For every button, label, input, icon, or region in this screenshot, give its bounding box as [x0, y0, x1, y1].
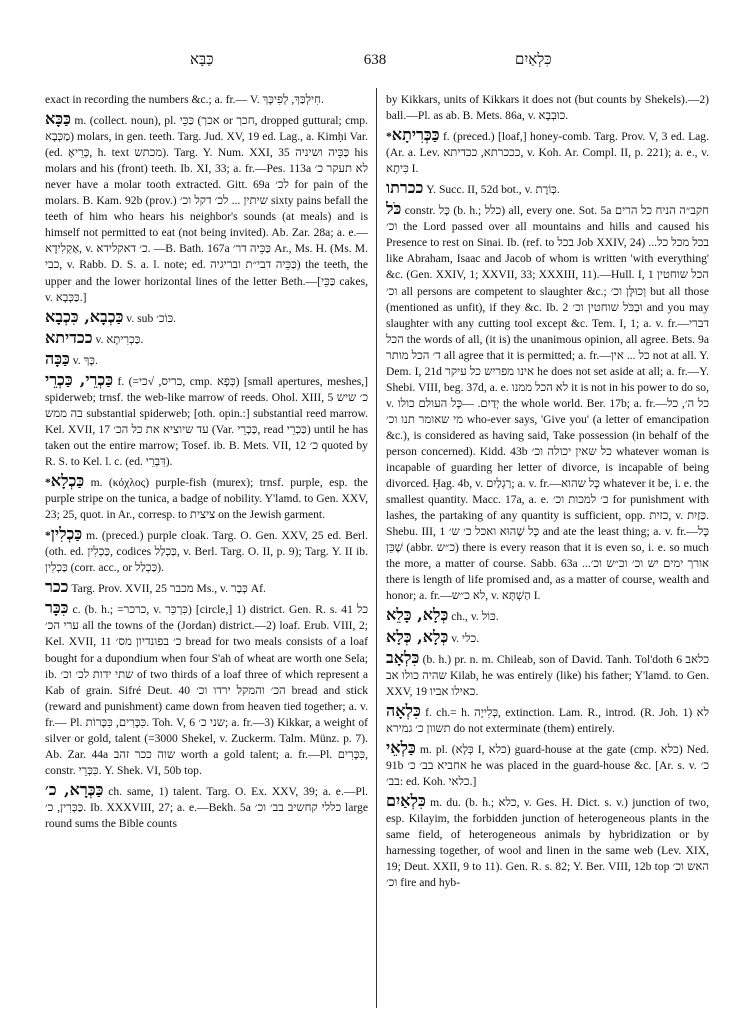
dictionary-entry [386, 127, 709, 177]
running-head-right: כִּלְאַיִם [515, 52, 552, 68]
dictionary-entry [45, 779, 368, 832]
entry-headword: כַּכָּה [45, 348, 70, 368]
entry-definition: m. (κόχλος) purple-fish (murex); trnsf. purple, esp. the purple stripe on the tunica, a badge of nobility. Y'lamd. to Gen. XXV, 23; 25, quot. in Ar., corresp. to ציצית on the Jewish garment. [45, 476, 368, 522]
entry-headword: כַּכָּא [45, 109, 71, 129]
dictionary-entry [45, 327, 368, 348]
entry-headword: כַּכְלָא [50, 471, 85, 491]
dictionary-entry [386, 790, 710, 891]
dictionary-entry [386, 647, 709, 700]
dictionary-entry [386, 626, 709, 647]
entry-definition: m. du. (b. h.; כלא, v. Ges. H. Dict. s. v.) junction of two, esp. Kilayim, the forbidden junction of heterogeneous plants in the same field, of heterogeneous animals by hybridization or by harnessing together, of wool and linen in the same web (Lev. XIX, 19; Deut. XXII, 9 to 11). Gen. R. s. 82; Y. Ber. VIII, 12b top האש וכ׳ וכ׳ fire and hyb- [386, 795, 710, 890]
dictionary-entry [45, 111, 368, 306]
running-head-left: כַּבָּא [190, 52, 214, 68]
entry-headword: כִּלְאָה [386, 700, 421, 720]
column-divider [376, 88, 377, 1008]
dictionary-entry [386, 700, 710, 737]
left-column [45, 92, 368, 832]
entry-definition: m. (collect. noun), pl. כַּכֵּי (אכך or חכך, dropped guttural; cmp. מַכְּבָא) molars, in gen. teeth. Targ. Jud. XV, 19 ed. Lag., a. Kimḥi Var. (ed. כְּרֵיאָ, h. text מכתש). Targ. Y. Num. XXI, 35 כַּכֵּיה ושיניה his molars and his (front) teeth. Ib. XI, 33; a. fr.—Pes. 113a לא תעקר כ׳ never have a molar tooth extracted. Gitt. 69a לכ׳ for pain of the molars. B. Kam. 92b (prov.) שיתין ... לכ׳ דקל וכ׳ sixty pains befall the teeth of him who hears his neighbor's sounds (at meals) and is himself not permitted to eat (not being invited). Ab. Zar. 28a; a. e.—אַקְלִידָא, v. כ׳ דאקלידא. —B. Bath. 167a כַּכֵּיה דר׳ Ar., Ms. H. (Ms. M. כבי, v. Rabb. D. S. a. l. note; ed. כַּכֵּיה דבי״ת ובריגיה) the teeth, the upper and the lower horizontal lines of the letter Beth.—[כַּכֵּי cakes, v. כַּכְּבָא.] [45, 114, 369, 304]
entry-definition: v. כָּךְ. [72, 353, 98, 367]
dictionary-entry [386, 201, 709, 604]
dictionary-entry [45, 473, 368, 523]
entry-definition: ch. same, 1) talent. Targ. O. Ex. XXV, 39; a. e.—Pl. כַּכְּרִין, כ׳. Ib. XXXVIII, 27; a. e.—Bekh. 5a כללי קחשיב בב׳ וכ׳ large round sums the Bible counts [45, 784, 368, 830]
dictionary-entry [45, 526, 368, 576]
entry-headword: ככרתו [386, 178, 424, 198]
dictionary-entry [45, 579, 368, 597]
entry-headword: כְּלָא, כָּלֵא [386, 605, 449, 625]
dictionary-entry [386, 92, 709, 124]
entry-headword: כַּכְּרִיתָא [391, 125, 440, 145]
entry-headword: כַּכְרֵי, כַּכְרֵי [45, 369, 114, 389]
right-column [386, 92, 709, 891]
entry-definition: c. (b. h.; =כרכר, v. כִּרְכֵּר) [circle,] 1) district. Gen. R. s. 41 כל ערי הכ׳ all the towns of the (Jordan) district.—2) loaf. Erub. VIII, 2; Kel. XVII, 11 כ׳ בפונדיון מס׳ bread for two meals consists of a loaf bought for a dupondium when four S'ah of wheat are worth one Sela; ib. שתי ידות לכ׳ וכ׳ of two thirds of a loaf three of which represent a Kab of grain. Sifré Deut. 40 הכ׳ והמקל ירדו וכ׳ bread and stick (reward and punishment) came down from heaven tied together; a. v. fr.— Pl. כִּכָּרִים, כִּכָּרוֹת. Toh. V, 6 שני כ׳; a. fr.—3) Kikkar, a weight of silver or gold, talent (=3000 Shekel, v. Zuckerm. Talm. Münz. p. 7). Ab. Zar. 44a שוה ככר זהב worth a gold talent; a. fr.—Pl. כִּכָּרִים, constr. כִּכְּרֵי. Y. Shek. VI, 50b top. [45, 603, 369, 777]
entry-headword: ככר [45, 577, 69, 597]
entry-definition: ch., v. כּוֹל. [451, 610, 499, 624]
entry-headword: כִּכָּר [45, 598, 69, 618]
entry-headword: כְּלָא, כְּלָא [386, 626, 449, 646]
entry-headword: כִּלְאַיִם [386, 790, 426, 810]
page-number: 638 [363, 52, 387, 68]
entry-definition: Targ. Prov. XVII, 25 מכבר Ms., v. כְּבַר Af. [71, 582, 266, 596]
entry-headword: ככדיתא [45, 327, 93, 347]
entry-headword: כַּכְלִין [50, 524, 83, 544]
dictionary-entry [45, 306, 368, 327]
dictionary-entry [386, 180, 709, 198]
entry-star-mark: * [45, 529, 51, 543]
dictionary-entry [386, 737, 709, 790]
entry-definition: v. sub כּוֹכ׳. [126, 311, 177, 325]
entry-definition: exact in recording the numbers &c.; a. fr.— V. חִילְכַּךְ, לְפִיכָּךְ. [45, 93, 324, 106]
entry-star-mark: * [45, 476, 51, 490]
entry-definition: f. ch.= h. כְּלִייָה, extinction. Lam. R., introd. (R. Joh. 1) לא תשוון כ׳ גמירא do not exterminate (them) entirely. [386, 705, 710, 735]
dictionary-entry [45, 369, 369, 470]
entry-definition: m. pl. (כְּלָא I, כלא) guard-house at the gate (cmp. כלא) Ned. 91b אחביא בב׳ כ׳ he was placed in the guard-house &c. [Ar. s. v. כ׳ בב׳: ed. Koh. כלאי.] [386, 742, 709, 788]
entry-definition: by Kikkars, units of Kikkars it does not (but counts by Shekels).—2) ball.—Pl. as ab. B. Mets. 86a, v. כוּבְבָא. [386, 93, 709, 123]
entry-headword: כַּכְבָא, כִּכְבָא [45, 306, 124, 326]
entry-definition: constr. כָּל (b. h.; כלל) all, every one. Sot. 5a חקב״ה הניח כל הרים וכ׳ the Lord passed over all mountains and hills and caused his Presence to rest on Sinai. Ib. (ref. to בכל Job XXIV, 24) ...בכל מכל כל like Abraham, Isaac and Jacob of whom is written 'with everything' &c. (Gen. XXIV, 1; XXVII, 33; XXXIII, 11).—Hull. I, 1 הכל שוחטין וכ׳ all persons are competent to slaughter &c.; וְכוּלָּן וכ׳ but all those (mentioned as unfit), if they &c. Ib. 2 וּבַכֹּל שוחטין וכ׳ and you may slaughter with any cutting tool except &c. Tem. I, 1; a. v. fr.—דברי הכל the words of all, (it is) the unanimous opinion, all agree. Bets. 9a ד׳ הכל מותר all agree that it is permitted; a. fr.—כל ... אין not at all. Y. Dem. I, 21d אינו מפריש כל עיקר he does not set aside at all; a. fr.—Y. Shebi. VIII, beg. 37d, a. e. לא הכל ממנו it is not in his power to do so, v. יְדַיִם. —כָּל העולם כולו the whole world. Ber. 17b; a. fr.—כל ה׳, כל מי שאומר תנו וכ׳ who-ever says, 'Give you' (a letter of emancipation &c.), is considered as having said, Take possession (in behalf of the person concerned). Kidd. 43b כל שאין יכולה וכ׳ whatever woman is incapable of guarding her letter of divorce, is incapable of being divorced. Ḥag. 4b, v. רַגְלַיִם; a. v. fr.—כָּל שהוא whatever it be, i. e. the smallest quantity. Macc. 17a, a. e. כ׳ למכות וכ׳ for punishment with lashes, the partaking of any quantity is sufficient, opp. כזית, v. כַּזַיִת. Shebu. III, 1 כָּל שֶׁהוּא ואכל כ׳ ש׳ and ate the least thing; a. v. fr.—כָּל שֶׁכֵּן (abbr. כ״ש) there is every reason that it is even so, i. e. so much the more, a matter of course. Sabb. 63a ...אורך ימים יש וכ׳ וכ״ש וכ׳ there is length of life promised and, as a matter of course, wealth and honor; a. fr.—לא כ״ש, v. הַשְׁתָּא I. [386, 204, 710, 603]
entry-definition: v. כַּכְרִיתָא. [95, 332, 144, 346]
entry-definition: f. (preced.) [loaf,] honey-comb. Targ. Prov. V, 3 ed. Lag. (Ar. a. Lev. כככרתא, ככדיתא, v. Koh. Ar. Compl. II, p. 221); a. e., v. כִּיתָא I. [386, 130, 710, 176]
entry-headword: כֹּל [386, 199, 402, 219]
dictionary-entry [45, 92, 368, 108]
entry-headword: כַּלְאֵי [386, 737, 416, 757]
entry-definition: v. כלי. [451, 631, 480, 645]
entry-star-mark: * [386, 130, 392, 144]
entry-definition: (b. h.) pr. n. m. Chileab, son of David. Tanh. Tol'doth 6 כלאב שהיה כולו אב Kilab, he was entirely (like) his father; Y'lamd. to Gen. XXV, 19 כאילו אביו. [386, 652, 709, 698]
entry-definition: m. (preced.) purple cloak. Targ. O. Gen. XXV, 25 ed. Berl. (oth. ed. כַּכְלִין, codices כַּכְלַל, v. Berl. Targ. O. II, p. 9); Targ. Y. II ib. כַּכְלִין (corr. acc., or כַּכְלַל). [45, 529, 368, 575]
entry-definition: f. (=כריס, √כי, cmp. כְּפָא) [small apertures, meshes,] spiderweb; trnsf. the web-like marrow of reeds. Ohol. XIII, 5 כ׳ שיש בה ממש substantial spiderweb; [oth. opin.:] substantial reed marrow. Kel. XVII, 17 עד שיוציא את כל הכ׳ (Var. כַּכְרֵי, read כַּכְרֵי) until he has taken out the entire marrow; Tosef. ib. B. Mets. VII, 12 כ׳ quoted by R. S. to Kel. l. c. (ed. דִּבְרֵי). [45, 374, 369, 468]
entry-headword: כִּלְאָב [386, 647, 420, 667]
entry-definition: Y. Succ. II, 52d bot., v. כְּוֹרֶת. [426, 183, 560, 197]
dictionary-entry [386, 607, 709, 625]
dictionary-entry [45, 600, 368, 779]
entry-headword: כַּכְּרָא, כ׳ [45, 779, 104, 799]
dictionary-entry [45, 348, 368, 369]
